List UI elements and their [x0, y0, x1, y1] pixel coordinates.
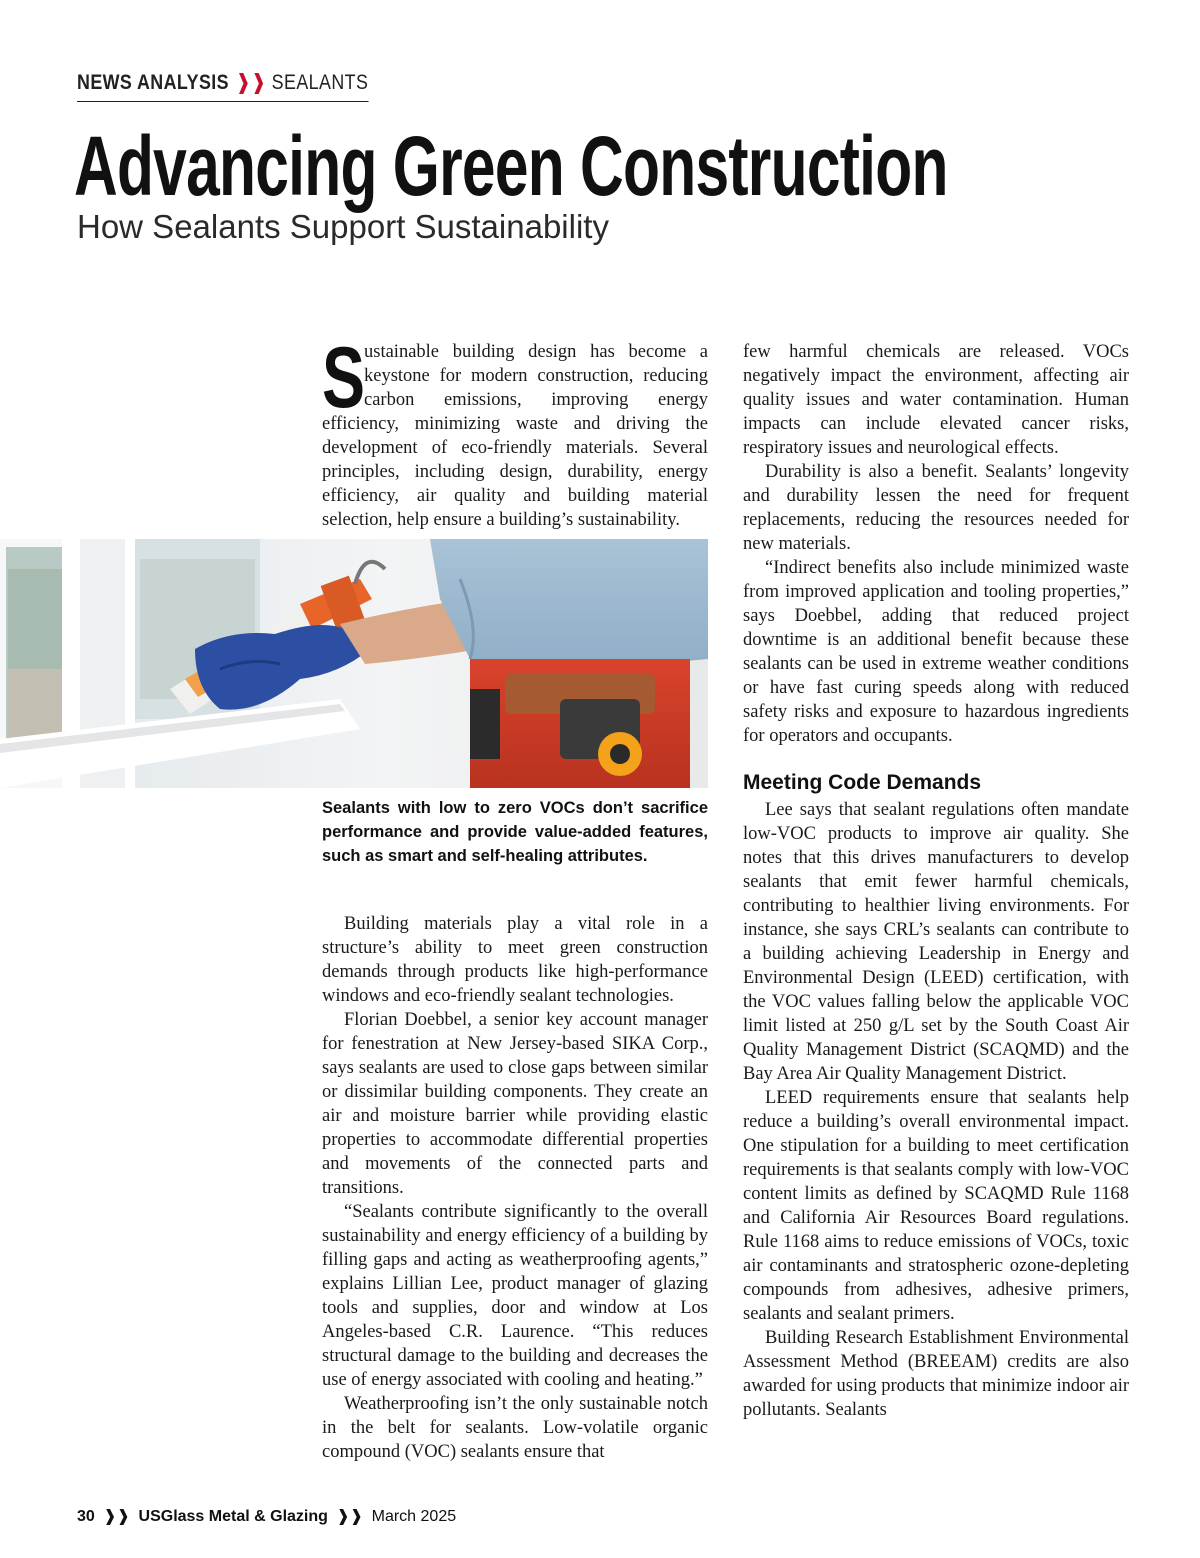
publication-name: USGlass Metal & Glazing [138, 1508, 328, 1525]
section-label: NEWS ANALYSIS [77, 71, 229, 94]
body-paragraph: few harmful chemicals are released. VOCs negatively impact the environment, affecting air quality issues and water contamination. Human impacts can include elevated cancer risks, respiratory issues and neurological effects. [743, 342, 1129, 458]
page-footer [77, 1506, 456, 1526]
page-number: 30 [77, 1508, 95, 1525]
body-column-left [322, 912, 708, 1464]
body-paragraph: Durability is also a benefit. Sealants’ longevity and durability lessen the need for frequent replacements, reducing the resources needed for new materials. [743, 462, 1129, 554]
body-paragraph: Lee says that sealant regulations often mandate low-VOC products to improve air quality. She notes that this drives manufacturers to develop sealants that emit fewer harmful chemicals, contributing to healthier living environments. For instance, she says CRL’s sealants can contribute to a building achieving Leadership in Energy and Environmental Design (LEED) certification, with the VOC values falling below the applicable VOC limit listed at 250 g/L set by the South Coast Air Quality Management District (SCAQMD) and the Bay Area Air Quality Management District. [743, 800, 1129, 1084]
drop-cap: S [322, 330, 366, 426]
intro-text: ustainable building design has become a keystone for modern construction, reducing carbon emissions, improving energy efficiency, minimizing waste and driving the development of eco-friendly materials. Several principles, including design, durability, energy efficiency, air quality and building material selection, help ensure a building’s sustainability. [322, 342, 708, 530]
body-paragraph: Florian Doebbel, a senior key account manager for fenestration at New Jersey-based SIKA Corp., says sealants are used to close gaps between similar or dissimilar building components. They create an air and moisture barrier while providing elastic properties to accommodate differential properties and movements of the connected parts and transitions. [322, 1010, 708, 1198]
body-paragraph: Building materials play a vital role in a structure’s ability to meet green construction demands through products like high-performance windows and eco-friendly sealant technologies. [322, 914, 708, 1006]
intro-paragraph [322, 330, 708, 532]
worker-applying-sealant-photo [0, 539, 708, 788]
body-paragraph: Weatherproofing isn’t the only sustainable notch in the belt for sealants. Low-volatile organic compound (VOC) sealants ensure that [322, 1394, 708, 1462]
body-paragraph: “Sealants contribute significantly to the overall sustainability and energy efficiency of a building by filling gaps and acting as weatherproofing agents,” explains Lillian Lee, product manager of glazing tools and supplies, door and window at Los Angeles-based C.R. Laurence. “This reduces structural damage to the building and decreases the use of energy associated with cooling and heating.” [322, 1202, 708, 1390]
section-kicker [77, 70, 368, 102]
chevron-separator-icon: ❱❱ [103, 1508, 131, 1525]
body-column-right [743, 340, 1129, 1422]
section-subheading: Meeting Code Demands [743, 771, 982, 794]
issue-date: March 2025 [371, 1508, 457, 1525]
topic-label: SEALANTS [271, 71, 369, 94]
photo-caption: Sealants with low to zero VOCs don’t sacrifice performance and provide value-added features, such as smart and self-healing attributes. [322, 799, 708, 865]
body-paragraph: “Indirect benefits also include minimized waste from improved application and tooling properties,” says Doebbel, adding that reduced project downtime is an additional benefit because these sealants can be used in extreme weather conditions or have fast curing speeds along with reduced safety risks and exposure to hazardous ingredients for operators and occupants. [743, 558, 1129, 746]
body-paragraph: Building Research Establishment Environmental Assessment Method (BREEAM) credits are also awarded for using products that minimize indoor air pollutants. Sealants [743, 1328, 1129, 1420]
chevron-separator-icon: ❱❱ [235, 71, 267, 94]
article-title: Advancing Green Construction [74, 119, 948, 213]
chevron-separator-icon: ❱❱ [336, 1508, 364, 1525]
intro-column [322, 330, 708, 532]
article-subtitle: How Sealants Support Sustainability [77, 208, 609, 245]
body-paragraph: LEED requirements ensure that sealants help reduce a building’s overall environmental impact. One stipulation for a building to meet certification requirements is that sealants comply with low-VOC content limits as defined by SCAQMD Rule 1168 and California Air Resources Board regulations. Rule 1168 aims to reduce emissions of VOCs, toxic air contaminants and stratospheric ozone-depleting compounds from adhesives, adhesive primers, sealants and sealant primers. [743, 1088, 1129, 1324]
article-photo [0, 539, 708, 788]
